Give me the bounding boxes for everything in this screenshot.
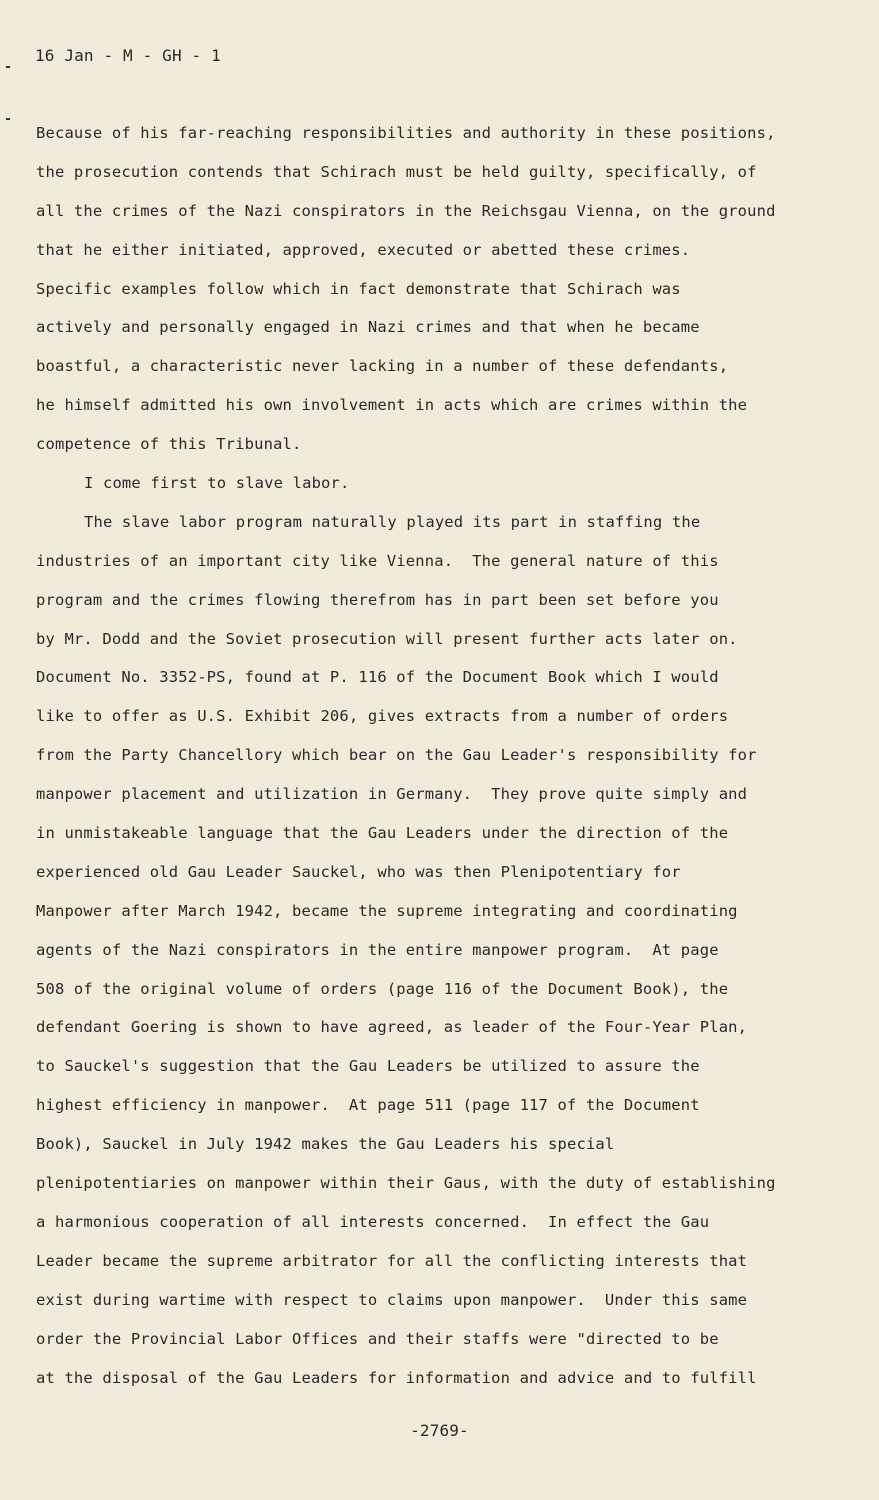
text-line: experienced old Gau Leader Sauckel, who was then Plenipotentiary for (36, 862, 681, 881)
text-line: agents of the Nazi conspirators in the entire manpower program. At page (36, 940, 719, 959)
text-line: by Mr. Dodd and the Soviet prosecution will present further acts later on. (36, 629, 738, 648)
text-line: like to offer as U.S. Exhibit 206, gives extracts from a number of orders (36, 707, 729, 726)
text-line: manpower placement and utilization in Germany. They prove quite simply and (36, 785, 748, 804)
text-line: actively and personally engaged in Nazi crimes and that when he became (36, 318, 700, 337)
text-line: Leader became the supreme arbitrator for all the conflicting interests that (36, 1251, 748, 1270)
text-line: the prosecution contends that Schirach must be held guilty, specifically, of (36, 162, 757, 181)
text-line: defendant Goering is shown to have agreed, as leader of the Four-Year Plan, (36, 1018, 748, 1037)
text-line: from the Party Chancellory which bear on the Gau Leader's responsibility for (36, 746, 757, 765)
text-line: exist during wartime with respect to claims upon manpower. Under this same (36, 1290, 748, 1309)
text-line: a harmonious cooperation of all interests concerned. In effect the Gau (36, 1212, 710, 1231)
page-header: 16 Jan - M - GH - 1 (35, 46, 221, 65)
text-line: highest efficiency in manpower. At page 511 (page 117 of the Document (36, 1096, 700, 1115)
text-line: Book), Sauckel in July 1942 makes the Gau Leaders his special (36, 1135, 615, 1154)
text-line: all the crimes of the Nazi conspirators in the Reichsgau Vienna, on the ground (36, 201, 776, 220)
text-line: to Sauckel's suggestion that the Gau Leaders be utilized to assure the (36, 1057, 700, 1076)
text-line: boastful, a characteristic never lacking in a number of these defendants, (36, 357, 729, 376)
text-line: I come first to slave labor. (84, 474, 350, 493)
text-line: program and the crimes flowing therefrom has in part been set before you (36, 590, 719, 609)
page-number: -2769- (410, 1421, 469, 1440)
body-text (36, 122, 856, 1405)
text-line: plenipotentiaries on manpower within their Gaus, with the duty of establishing (36, 1174, 776, 1193)
text-line: Because of his far-reaching responsibilities and authority in these positions, (36, 124, 776, 142)
text-line: Manpower after March 1942, became the supreme integrating and coordinating (36, 901, 738, 920)
text-line: that he either initiated, approved, executed or abetted these crimes. (36, 240, 691, 259)
text-line: he himself admitted his own involvement in acts which are crimes within the (36, 396, 748, 415)
text-line: Specific examples follow which in fact demonstrate that Schirach was (36, 279, 681, 298)
text-line: in unmistakeable language that the Gau Leaders under the direction of the (36, 824, 729, 843)
text-line: order the Provincial Labor Offices and their staffs were "directed to be (36, 1329, 719, 1348)
text-line: 508 of the original volume of orders (page 116 of the Document Book), the (36, 979, 729, 998)
text-line: industries of an important city like Vienna. The general nature of this (36, 551, 719, 570)
margin-mark (6, 118, 10, 120)
text-line: Document No. 3352-PS, found at P. 116 of the Document Book which I would (36, 668, 719, 687)
text-line: The slave labor program naturally played its part in staffing the (84, 512, 701, 531)
text-line: competence of this Tribunal. (36, 435, 302, 454)
text-line: at the disposal of the Gau Leaders for information and advice and to fulfill (36, 1368, 757, 1387)
margin-mark (6, 66, 10, 68)
